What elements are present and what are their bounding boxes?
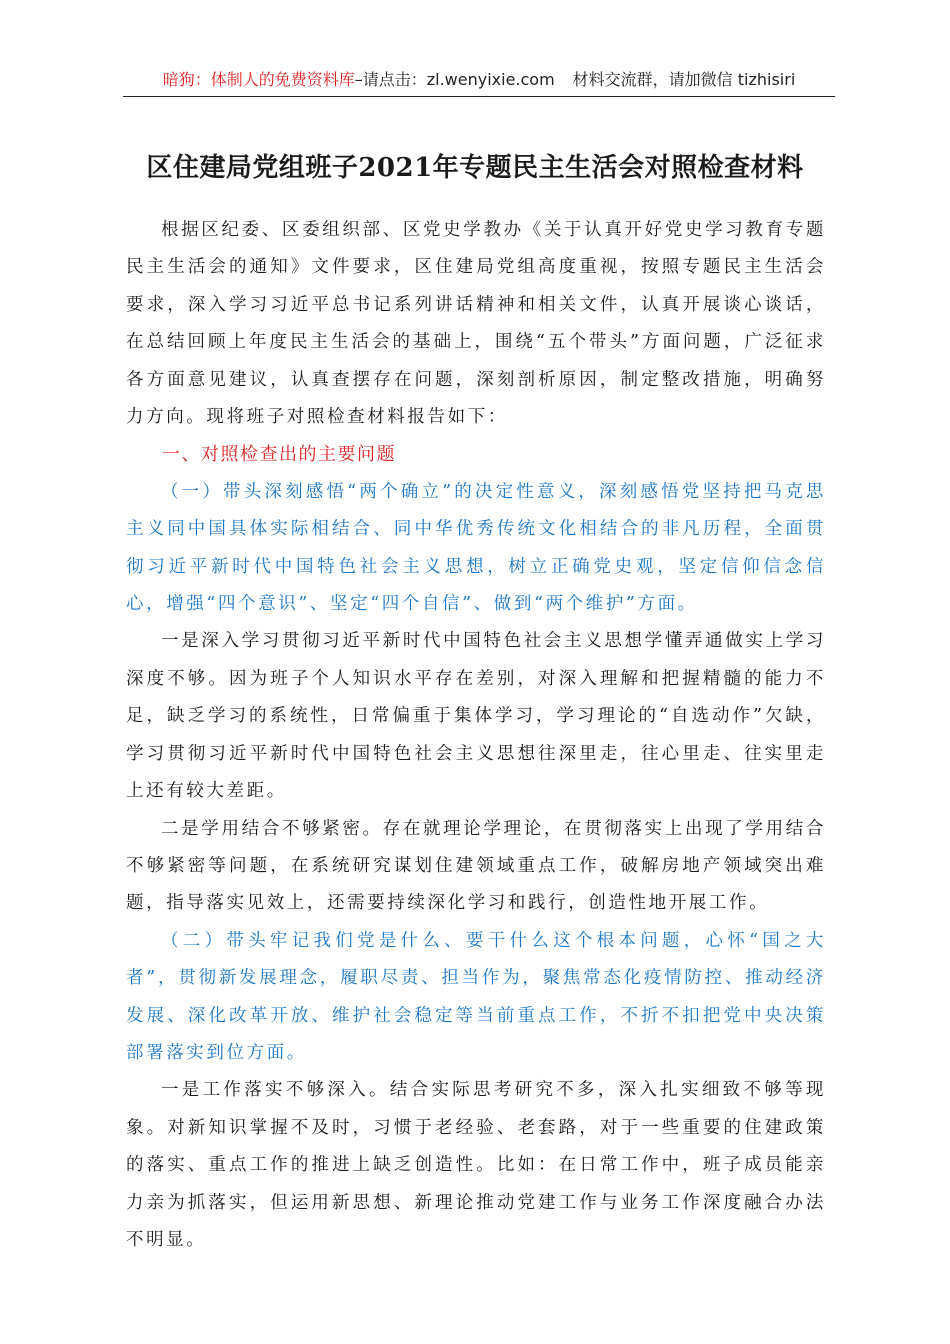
- subsection-1-paragraph-2: 二是学用结合不够紧密。存在就理论学理论，在贯彻落实上出现了学用结合不够紧密等问题，在系统研究谋划住建领域重点工作，破解房地产领域突出难题，指导落实见效上，还需要持续深化学习和践行，创造性地开展工作。: [126, 818, 826, 914]
- header-url-link[interactable]: zl.wenyixie.com: [426, 70, 555, 89]
- subsection-heading-1: （一）带头深刻感悟“两个确立”的决定性意义，深刻感悟党坚持把马克思主义同中国具体实际相结合、同中华优秀传统文化相结合的非凡历程，全面贯彻习近平新时代中国特色社会主义思想，树立正确党史观，坚定信仰信念信心，增强“四个意识”、坚定“四个自信”、做到“两个维护”方面。: [126, 481, 826, 615]
- header-wechat-note: 材料交流群，请加微信 tizhisiri: [572, 70, 796, 89]
- document-title: 区住建局党组班子2021年专题民主生活会对照检查材料: [146, 153, 804, 183]
- header-click-prefix: –请点击：: [354, 70, 427, 89]
- intro-paragraph: 根据区纪委、区委组织部、区党史学教办《关于认真开好党史学习教育专题民主生活会的通知》文件要求，区住建局党组高度重视，按照专题民主生活会要求，深入学习习近平总书记系列讲话精神和相关文件，认真开展谈心谈话，在总结回顾上年度民主生活会的基础上，围绕“五个带头”方面问题，广泛征求各方面意见建议，认真查摆存在问题，深刻剖析原因，制定整改措施，明确努力方向。现将班子对照检查材料报告如下：: [126, 220, 826, 428]
- subsection-2-paragraph-1: 一是工作落实不够深入。结合实际思考研究不多，深入扎实细致不够等现象。对新知识掌握不及时，习惯于老经验、老套路，对于一些重要的住建政策的落实、重点工作的推进上缺乏创造性。比如：在日常工作中，班子成员能亲力亲为抓落实，但运用新思想、新理论推动党建工作与业务工作深度融合办法不明显。: [126, 1080, 826, 1250]
- subsection-1-paragraph-1: 一是深入学习贯彻习近平新时代中国特色社会主义思想学懂弄通做实上学习深度不够。因为班子个人知识水平存在差别，对深入理解和把握精髓的能力不足，缺乏学习的系统性，日常偏重于集体学习，学习理论的“自选动作”欠缺，学习贯彻习近平新时代中国特色社会主义思想往深里走，往心里走、往实里走上还有较大差距。: [126, 631, 826, 802]
- subsection-heading-2: （二）带头牢记我们党是什么、要干什么这个根本问题，心怀“国之大者”，贯彻新发展理念，履职尽责、担当作为，聚焦常态化疫情防控、推动经济发展、深化改革开放、维护社会稳定等当前重点工作，不折不扣把党中央决策部署落实到位方面。: [126, 930, 826, 1063]
- document-body: [126, 212, 826, 1259]
- page-header: [123, 66, 835, 94]
- header-divider: [123, 96, 835, 97]
- header-brand: 暗狗：体制人的免费资料库: [162, 70, 355, 89]
- section-heading-1: 一、对照检查出的主要问题: [162, 444, 396, 466]
